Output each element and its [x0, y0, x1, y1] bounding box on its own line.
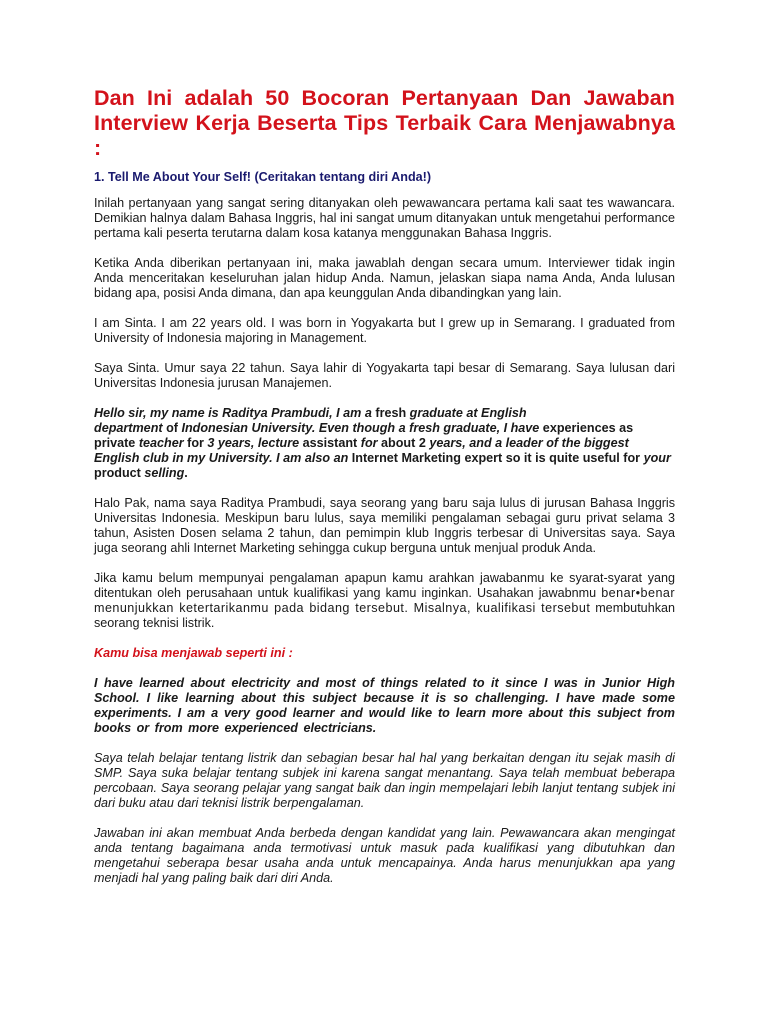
text-run: product: [94, 466, 145, 480]
text-run: benar•benar menunjukkan ketertarikanmu pada bidang tersebut. Misalnya, kualifikasi tersebut: [94, 586, 675, 615]
text-run: of: [162, 421, 182, 435]
text-run: about 2: [377, 436, 430, 450]
text-run: for: [183, 436, 208, 450]
paragraph-intro: Inilah pertanyaan yang sangat sering ditanyakan oleh pewawancara pertama kali saat tes wawancara. Demikian halnya dalam Bahasa Inggris, hal ini sangat umum ditanyakan untuk mengetahui performance pertama kali peserta terutarna dalam kosa katanya menggunakan Bahasa Inggris.: [94, 196, 675, 240]
paragraph-no-experience: [94, 571, 675, 631]
text-run: Jika kamu belum mempunyai pengalaman apapun kamu arahkan jawabanmu ke syarat-syarat yang ditentukan oleh perusahaan untuk kualifikasi yang kamu inginkan. Usahakan jawabnmu: [94, 571, 675, 600]
paragraph-tips: Ketika Anda diberikan pertanyaan ini, maka jawablah dengan secara umum. Interviewer tidak ingin Anda menceritakan keseluruhan jalan hidup Anda. Namun, jelaskan siapa nama Anda, Anda lulusan bidang apa, posisi Anda dimana, dan apa keunggulan Anda dibandingkan yang lain.: [94, 256, 675, 300]
example-answer-indonesian: Saya Sinta. Umur saya 22 tahun. Saya lahir di Yogyakarta tapi besar di Semarang. Saya lulusan dari Universitas Indonesia jurusan Manajemen.: [94, 361, 675, 390]
text-run: Hello sir, my name is Raditya Prambudi, I am a: [94, 406, 372, 420]
example-answer-english: I am Sinta. I am 22 years old. I was born in Yogyakarta but I grew up in Semarang. I graduated from University of Indonesia majoring in Management.: [94, 316, 675, 345]
answer-label: Kamu bisa menjawab seperti ini :: [94, 646, 293, 660]
answer-english: I have learned about electricity and most of things related to it since I was in Junior High School. I like learning about this subject because it is so challenging. I have made some experiments. I am a very good learner and would like to learn more about this subject from books or from more experienced electricians.: [94, 676, 675, 735]
text-run: for: [360, 436, 378, 450]
text-run: years, and a leader of the biggest English club in my University. I am also an: [94, 436, 629, 465]
answer-indonesian: Saya telah belajar tentang listrik dan sebagian besar hal hal yang berkaitan dengan itu sejak masih di SMP. Saya suka belajar tentang subjek ini karena sangat menantang. Saya telah membuat beberapa percobaan. Saya seorang pelajar yang sangat baik dan ingin mempelajari lebih lanjut tentang subjek ini dari buku atau dari teknisi listrik berpengalaman.: [94, 751, 675, 810]
text-run: teacher: [138, 436, 184, 450]
text-run: Internet Marketing expert so it is quite useful for: [348, 451, 644, 465]
text-run: assistant: [299, 436, 361, 450]
text-run: fresh: [371, 406, 410, 420]
text-run: graduate at English: [409, 406, 527, 420]
text-run: Indonesian University. Even though a fresh graduate, I have: [181, 421, 540, 435]
section-heading-tell-me-about-yourself: 1. Tell Me About Your Self! (Ceritakan tentang diri Anda!): [94, 170, 432, 184]
text-run: selling: [144, 466, 185, 480]
document-title: Dan Ini adalah 50 Bocoran Pertanyaan Dan Jawaban Interview Kerja Beserta Tips Terbaik Cara Menjawabnya :: [94, 86, 675, 160]
example-answer-2-indonesian: Halo Pak, nama saya Raditya Prambudi, saya seorang yang baru saja lulus di jurusan Bahasa Inggris Universitas Indonesia. Meskipun baru lulus, saya memiliki pengalaman sebagai guru privat selama 3 tahun, Asisten Dosen selama 2 tahun, dan pemimpin klub Inggris terbesar di Universitas saya. Saya juga seorang ahli Internet Marketing sehingga cukup berguna untuk menjual produk Anda.: [94, 496, 675, 555]
text-run: 3 years, lecture: [207, 436, 300, 450]
text-run: experiences as private: [94, 421, 634, 450]
paragraph-closing: Jawaban ini akan membuat Anda berbeda dengan kandidat yang lain. Pewawancara akan mengingat anda tentang bagaimana anda termotivasi untuk masuk pada kualifikasi yang dibutuhkan dan mengetahui seberapa besar usaha anda untuk mencapainya. Anda harus menunjukkan apa yang menjadi hal yang paling baik dari diri Anda.: [94, 826, 675, 885]
text-run: .: [184, 466, 188, 480]
document-page: [94, 86, 675, 901]
text-run: department: [94, 421, 163, 435]
text-run: membutuhkan seorang teknisi listrik.: [94, 601, 675, 630]
example-answer-2-english: [94, 406, 675, 481]
text-run: your: [643, 451, 671, 465]
